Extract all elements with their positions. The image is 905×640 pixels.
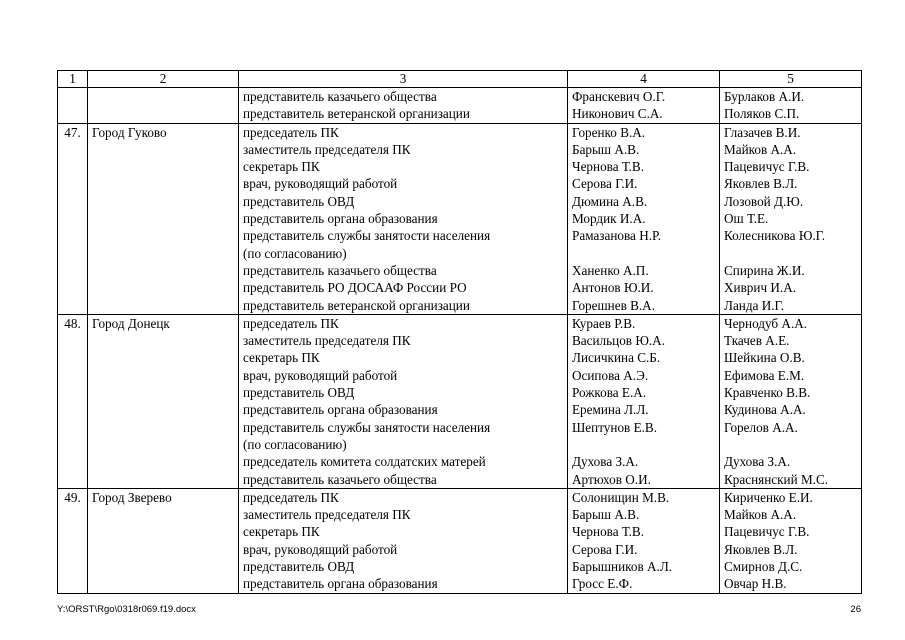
member-line: Никонович С.А.: [572, 106, 663, 122]
row-number-text: [62, 88, 83, 105]
city-name-text: Город Гуково: [92, 124, 167, 140]
role-line: представитель службы занятости населения: [243, 228, 491, 244]
column-number-4: 4: [568, 71, 720, 88]
deputy-cell: [720, 488, 862, 593]
deputy-line: Ланда И.Г.: [724, 297, 784, 313]
row-number-text: 47.: [64, 124, 81, 140]
deputy-line: Яковлев В.Л.: [724, 541, 798, 557]
deputy-line: Колесникова Ю.Г.: [724, 228, 826, 244]
member-line: Антонов Ю.И.: [572, 280, 654, 296]
deputy-line: Хиврич И.А.: [724, 280, 797, 296]
role-cell: [239, 488, 568, 593]
deputy-line: Майков А.А.: [724, 507, 797, 523]
table-row: [58, 88, 862, 124]
deputy-line: Бурлаков А.И.: [724, 89, 805, 104]
city-name-text: [92, 88, 234, 105]
city-name: [88, 88, 239, 124]
member-line: [572, 245, 715, 262]
column-number-header-row: [58, 71, 862, 88]
role-line: врач, руководящий работой: [243, 541, 398, 557]
member-line: Артюхов О.И.: [572, 471, 651, 487]
deputy-line: [724, 245, 857, 262]
city-name: [88, 123, 239, 314]
member-line: Мордик И.А.: [572, 211, 646, 227]
commission-table: [57, 70, 862, 594]
role-line: секретарь ПК: [243, 524, 320, 540]
deputy-line: Шейкина О.В.: [724, 350, 805, 366]
member-cell: [568, 123, 720, 314]
deputy-line: Духова З.А.: [724, 454, 791, 470]
deputy-line: Ткачев А.Е.: [724, 333, 790, 349]
deputy-line: Пацевичус Г.В.: [724, 524, 810, 540]
role-line: представитель казачьего общества: [243, 471, 437, 487]
member-line: Горешнев В.А.: [572, 297, 656, 313]
city-name-text: Город Донецк: [92, 315, 170, 331]
footer-file-path: Y:\ORST\Rgo\0318r069.f19.docx: [57, 604, 196, 615]
city-name: [88, 488, 239, 593]
deputy-line: Кравченко В.В.: [724, 385, 811, 401]
role-line: представитель службы занятости населения: [243, 419, 491, 435]
row-number: [58, 88, 88, 124]
member-line: Серова Г.И.: [572, 541, 638, 557]
deputy-line: Чернодуб А.А.: [724, 315, 808, 331]
role-line: представитель органа образования: [243, 402, 438, 418]
deputy-line: Краснянский М.С.: [724, 471, 829, 487]
deputy-cell: [720, 314, 862, 488]
table-row: [58, 488, 862, 593]
member-line: Барыш А.В.: [572, 507, 640, 523]
deputy-line: Пацевичус Г.В.: [724, 159, 810, 175]
role-line: представитель ОВД: [243, 385, 355, 401]
deputy-line: Ош Т.Е.: [724, 211, 769, 227]
role-line: представитель ветеранской организации: [243, 297, 470, 313]
row-number: [58, 123, 88, 314]
member-line: Духова З.А.: [572, 454, 639, 470]
deputy-line: Овчар Н.В.: [724, 576, 787, 592]
member-line: Васильцов Ю.А.: [572, 333, 666, 349]
member-line: Рамазанова Н.Р.: [572, 228, 662, 244]
member-line: Чернова Т.В.: [572, 524, 644, 540]
column-number-5: 5: [720, 71, 862, 88]
member-line: Ханенко А.П.: [572, 262, 649, 278]
role-line: (по согласованию): [243, 436, 347, 452]
role-line: председатель комитета солдатских матерей: [243, 454, 486, 470]
city-name-text: Город Зверево: [92, 489, 172, 505]
footer-page-number: 26: [850, 604, 861, 615]
role-line: врач, руководящий работой: [243, 367, 398, 383]
member-line: Шептунов Е.В.: [572, 419, 658, 435]
deputy-line: Яковлев В.Л.: [724, 176, 798, 192]
deputy-line: Кудинова А.А.: [724, 402, 806, 418]
table-row: [58, 314, 862, 488]
deputy-line: [724, 436, 857, 453]
member-cell: [568, 88, 720, 124]
deputy-cell: [720, 88, 862, 124]
role-line: председатель ПК: [243, 124, 339, 140]
member-line: Осипова А.Э.: [572, 367, 649, 383]
row-number-text: 48.: [64, 315, 81, 331]
role-line: представитель казачьего общества: [243, 262, 437, 278]
role-line: представитель ОВД: [243, 559, 355, 575]
role-line: (по согласованию): [243, 245, 347, 261]
role-line: заместитель председателя ПК: [243, 507, 411, 523]
role-cell: [239, 88, 568, 124]
deputy-line: Майков А.А.: [724, 141, 797, 157]
column-number-3: 3: [239, 71, 568, 88]
member-line: Еремина Л.Л.: [572, 402, 649, 418]
column-number-2: 2: [88, 71, 239, 88]
member-line: Лисичкина С.Б.: [572, 350, 661, 366]
deputy-line: Ефимова Е.М.: [724, 367, 805, 383]
member-line: Чернова Т.В.: [572, 159, 644, 175]
row-number-text: 49.: [64, 489, 81, 505]
role-line: врач, руководящий работой: [243, 176, 398, 192]
member-line: Солонищин М.В.: [572, 489, 670, 505]
role-line: представитель органа образования: [243, 211, 438, 227]
row-number: [58, 314, 88, 488]
role-line: заместитель председателя ПК: [243, 333, 411, 349]
role-line: представитель РО ДОСААФ России РО: [243, 280, 467, 296]
role-line: секретарь ПК: [243, 350, 320, 366]
member-line: [572, 436, 715, 453]
column-number-1: 1: [58, 71, 88, 88]
deputy-line: Кириченко Е.И.: [724, 489, 813, 505]
role-line: представитель ОВД: [243, 193, 355, 209]
role-cell: [239, 314, 568, 488]
role-line: представитель казачьего общества: [243, 89, 437, 104]
table-body: [58, 71, 862, 594]
member-cell: [568, 314, 720, 488]
table-row: [58, 123, 862, 314]
member-line: Барыш А.В.: [572, 141, 640, 157]
deputy-line: Поляков С.П.: [724, 106, 800, 122]
role-line: представитель ветеранской организации: [243, 106, 470, 122]
member-line: Дюмина А.В.: [572, 193, 648, 209]
member-cell: [568, 488, 720, 593]
member-line: Барышников А.Л.: [572, 559, 673, 575]
role-cell: [239, 123, 568, 314]
deputy-cell: [720, 123, 862, 314]
member-line: Кураев Р.В.: [572, 315, 636, 331]
member-line: Горенко В.А.: [572, 124, 646, 140]
city-name: [88, 314, 239, 488]
deputy-line: Горелов А.А.: [724, 419, 798, 435]
role-line: председатель ПК: [243, 489, 339, 505]
role-line: председатель ПК: [243, 315, 339, 331]
role-line: заместитель председателя ПК: [243, 141, 411, 157]
member-line: Серова Г.И.: [572, 176, 638, 192]
deputy-line: Смирнов Д.С.: [724, 559, 803, 575]
deputy-line: Спирина Ж.И.: [724, 262, 805, 278]
deputy-line: Глазачев В.И.: [724, 124, 801, 140]
deputy-line: Лозовой Д.Ю.: [724, 193, 804, 209]
member-line: Гросс Е.Ф.: [572, 576, 633, 592]
row-number: [58, 488, 88, 593]
role-line: секретарь ПК: [243, 159, 320, 175]
role-line: представитель органа образования: [243, 576, 438, 592]
member-line: Рожкова Е.А.: [572, 385, 647, 401]
member-line: Франскевич О.Г.: [572, 89, 666, 104]
